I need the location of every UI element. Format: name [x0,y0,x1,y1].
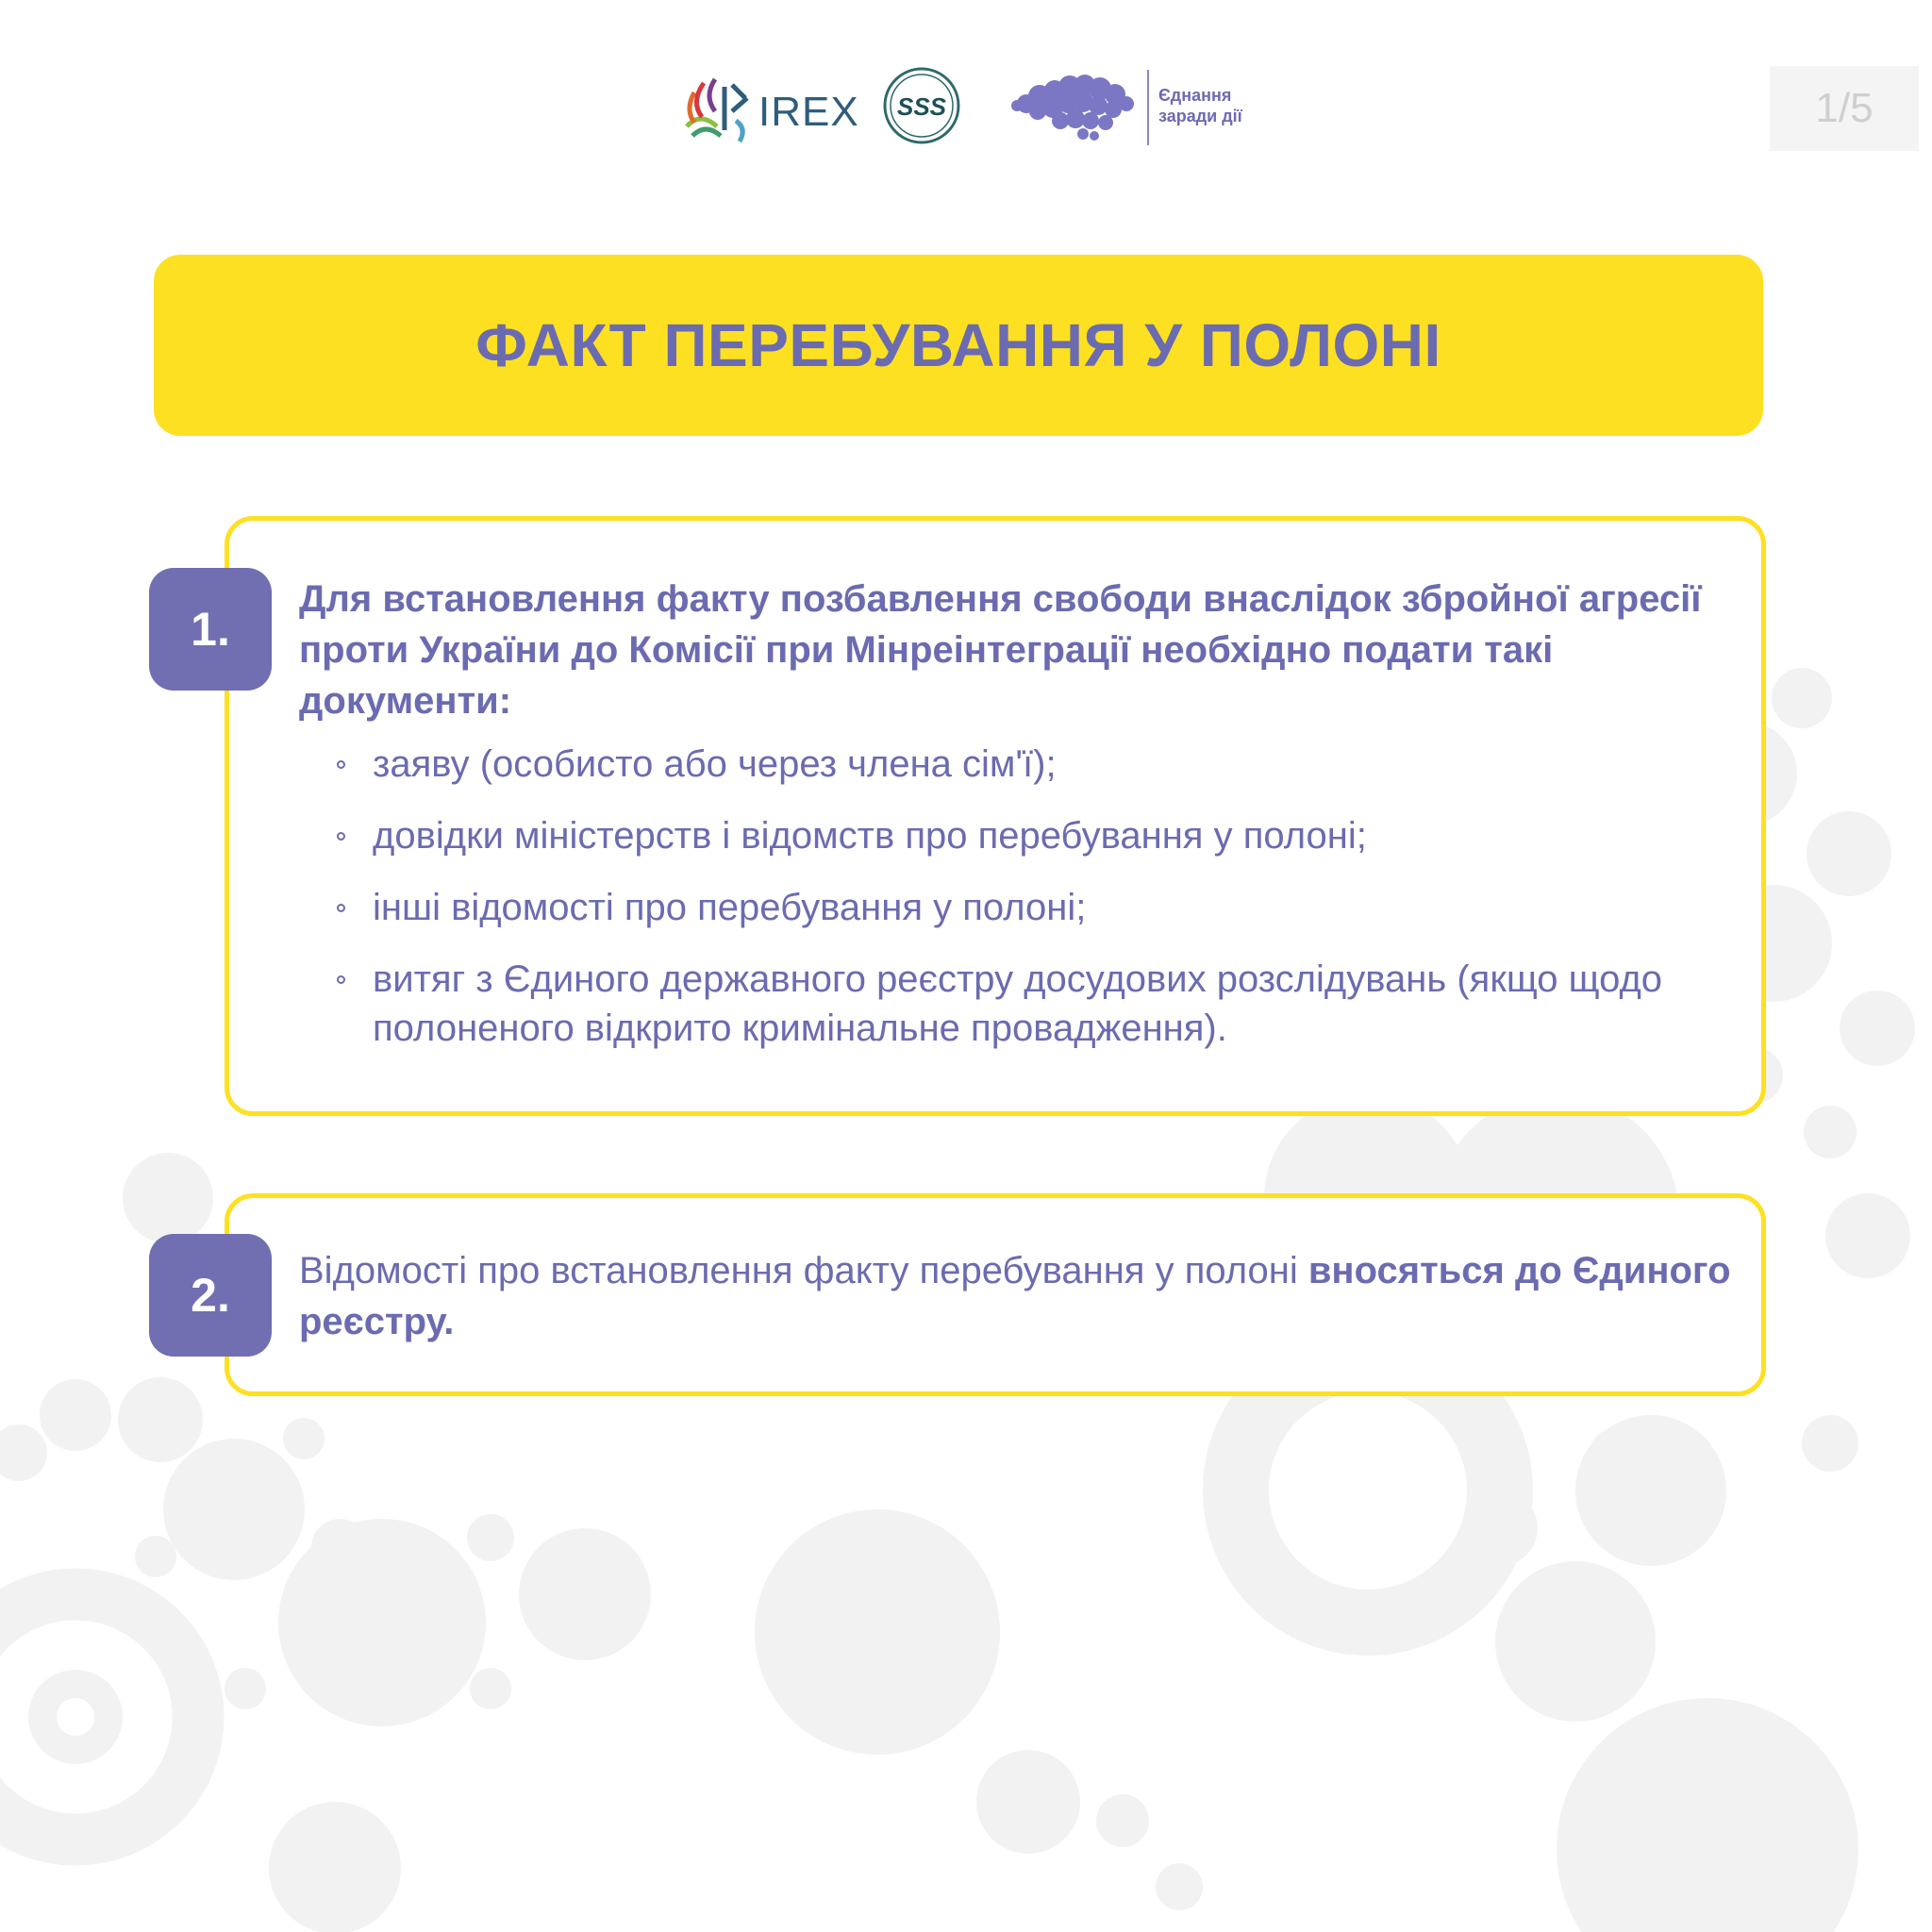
list-item: заяву (особисто або через члена сім'ї); [299,740,1733,789]
step-number-badge: 2. [149,1234,272,1357]
list-item: довідки міністерств і відомств про перебування у полоні; [299,811,1733,860]
page-title: ФАКТ ПЕРЕБУВАННЯ У ПОЛОНІ [475,311,1441,379]
sss-logo [882,66,961,145]
card-text: Відомості про встановлення факту перебування у полоні вносяться до Єдиного реєстру. [299,1250,1731,1342]
bullet-icon [337,975,345,984]
partner-logos [0,58,1932,162]
documents-list [299,740,1733,1075]
logo-divider [1147,70,1149,145]
info-card-1 [225,516,1766,1116]
step-number-badge: 1. [149,568,272,691]
unity-wordmark: Єднання заради дії [1158,86,1242,125]
card-lead-text: Для встановлення факту позбавлення свободи внаслідок збройної агресії проти України до Комісії при Мінреінтеграції необхідно подати такі документи: [299,578,1702,722]
list-item: інші відомості про перебування у полоні; [299,883,1733,932]
svg-text:SSS: SSS [896,92,947,121]
bullet-icon [337,832,345,841]
page-counter: 1/5 [1770,66,1919,151]
unity-for-action-logo [1008,58,1262,153]
irex-logo [681,68,859,153]
bullet-icon [337,904,345,912]
list-item: витяг з Єдиного державного реєстру досудових розслідувань (якщо щодо полоненого відкрито кримінальне провадження). [299,955,1733,1053]
irex-mark-icon [681,74,757,147]
title-banner [154,255,1763,436]
irex-wordmark: IREX [758,89,859,135]
info-card-2 [225,1193,1766,1396]
ukraine-map-icon [1008,66,1135,146]
bullet-icon [337,760,345,769]
